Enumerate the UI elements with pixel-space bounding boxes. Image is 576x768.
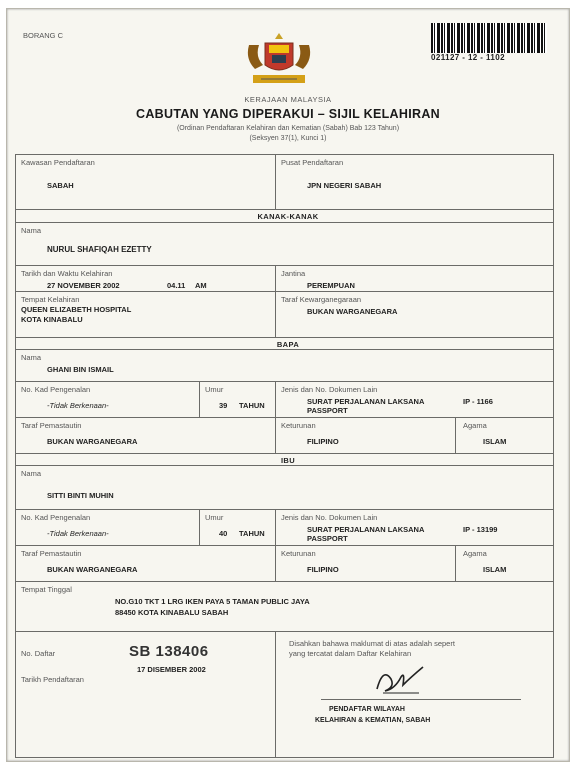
mother-tahun: TAHUN <box>239 529 265 538</box>
mother-dok-label: Jenis dan No. Dokumen Lain <box>281 513 378 522</box>
mother-umur: 40 <box>219 529 228 538</box>
jantina-value: PEREMPUAN <box>307 281 355 290</box>
dob-label: Tarikh dan Waktu Kelahiran <box>21 269 113 278</box>
tempat-lahir-line2: KOTA KINABALU <box>21 315 83 324</box>
father-tahun: TAHUN <box>239 401 265 410</box>
dob-date: 27 NOVEMBER 2002 <box>47 281 120 290</box>
tempat-lahir-label: Tempat Kelahiran <box>21 295 80 304</box>
mother-keturunan: FILIPINO <box>307 565 339 574</box>
pusat-value: JPN NEGERI SABAH <box>307 181 382 190</box>
rule <box>199 381 200 417</box>
rule <box>15 349 553 350</box>
rule <box>15 291 553 292</box>
section-child: KANAK-KANAK <box>257 212 319 221</box>
father-dok-line2: PASSPORT <box>307 406 348 415</box>
birth-certificate-paper <box>6 8 570 762</box>
section-mother: IBU <box>280 456 296 465</box>
subtitle-ordinance: (Ordinan Pendaftaran Kelahiran dan Kematian (Sabah) Bab 123 Tahun) <box>176 125 400 132</box>
kawasan-value: SABAH <box>47 181 74 190</box>
mother-umur-label: Umur <box>205 513 224 522</box>
father-kp-label: No. Kad Pengenalan <box>21 385 91 394</box>
mother-dok-line1: SURAT PERJALANAN LAKSANA <box>307 525 425 534</box>
mother-taraf: BUKAN WARGANEGARA <box>47 565 138 574</box>
father-dok-label: Jenis dan No. Dokumen Lain <box>281 385 378 394</box>
father-taraf: BUKAN WARGANEGARA <box>47 437 138 446</box>
rule <box>275 154 276 209</box>
jantina-label: Jantina <box>281 269 306 278</box>
child-name: NURUL SHAFIQAH EZETTY <box>47 245 152 254</box>
rule <box>15 337 553 338</box>
father-keturunan-label: Keturunan <box>281 421 316 430</box>
father-umur-label: Umur <box>205 385 224 394</box>
mother-name: SITTI BINTI MUHIN <box>47 491 114 500</box>
rule <box>15 465 553 466</box>
rule <box>199 509 200 545</box>
rule <box>455 545 456 581</box>
tempat-lahir-line1: QUEEN ELIZABETH HOSPITAL <box>21 305 132 314</box>
registrar-line1: PENDAFTAR WILAYAH <box>329 706 405 713</box>
father-agama: ISLAM <box>483 437 507 446</box>
registrar-line2: KELAHIRAN & KEMATIAN, SABAH <box>315 717 431 724</box>
rule <box>15 757 553 758</box>
rule <box>15 154 553 155</box>
mother-dok-no: IP - 13199 <box>463 525 498 534</box>
kawasan-label: Kawasan Pendaftaran <box>21 158 95 167</box>
rule <box>15 417 553 418</box>
father-keturunan: FILIPINO <box>307 437 339 446</box>
form-number: BORANG C <box>23 31 64 40</box>
rule <box>15 545 553 546</box>
father-name-label: Nama <box>21 353 42 362</box>
taraf-label: Taraf Kewarganegaraan <box>281 295 362 304</box>
no-daftar-label: No. Daftar <box>21 649 56 658</box>
serial-number: 021127 - 12 - 1102 <box>431 53 505 62</box>
dob-time: 04.11 <box>167 281 186 290</box>
rule <box>15 222 553 223</box>
father-name: GHANI BIN ISMAIL <box>47 365 114 374</box>
rule <box>275 265 276 337</box>
subtitle-section: (Seksyen 37(1), Kunci 1) <box>249 135 327 142</box>
coat-of-arms-icon <box>239 29 319 91</box>
barcode <box>431 23 547 53</box>
rule <box>455 417 456 453</box>
mother-agama-label: Agama <box>463 549 487 558</box>
section-father: BAPA <box>276 340 300 349</box>
signature-line <box>321 699 521 700</box>
tarikh-value: 17 DISEMBER 2002 <box>137 665 206 674</box>
pusat-label: Pusat Pendaftaran <box>281 158 344 167</box>
page-title: CABUTAN YANG DIPERAKUI – SIJIL KELAHIRAN <box>136 107 440 121</box>
mother-agama: ISLAM <box>483 565 507 574</box>
tarikh-label: Tarikh Pendaftaran <box>21 675 84 684</box>
father-dok-line1: SURAT PERJALANAN LAKSANA <box>307 397 425 406</box>
mother-name-label: Nama <box>21 469 42 478</box>
father-umur: 39 <box>219 401 228 410</box>
no-daftar-value: SB 138406 <box>129 643 209 660</box>
certification-line2: yang tercatat dalam Daftar Kelahiran <box>289 649 412 658</box>
rule <box>15 453 553 454</box>
mother-taraf-label: Taraf Pemastautin <box>21 549 82 558</box>
mother-kp: -Tidak Berkenaan- <box>47 529 109 538</box>
address-line2: 88450 KOTA KINABALU SABAH <box>115 608 229 617</box>
tempat-tinggal-label: Tempat Tinggal <box>21 585 72 594</box>
father-taraf-label: Taraf Pemastautin <box>21 421 82 430</box>
mother-keturunan-label: Keturunan <box>281 549 316 558</box>
dob-ampm: AM <box>195 281 207 290</box>
father-agama-label: Agama <box>463 421 487 430</box>
rule <box>15 631 553 632</box>
kerajaan-heading: KERAJAAN MALAYSIA <box>244 95 332 104</box>
rule <box>275 631 276 758</box>
mother-dok-line2: PASSPORT <box>307 534 348 543</box>
rule <box>15 381 553 382</box>
child-name-label: Nama <box>21 226 42 235</box>
father-dok-no: IP - 1166 <box>463 397 493 406</box>
certification-line1: Disahkan bahawa maklumat di atas adalah sepert <box>289 639 455 648</box>
address-line1: NO.G10 TKT 1 LRG IKEN PAYA 5 TAMAN PUBLIC JAYA <box>115 597 310 606</box>
signature-icon <box>369 659 429 699</box>
taraf-value: BUKAN WARGANEGARA <box>307 307 398 316</box>
rule <box>15 581 553 582</box>
rule <box>15 265 553 266</box>
father-kp: -Tidak Berkenaan- <box>47 401 109 410</box>
rule <box>15 509 553 510</box>
mother-kp-label: No. Kad Pengenalan <box>21 513 91 522</box>
rule <box>15 209 553 210</box>
